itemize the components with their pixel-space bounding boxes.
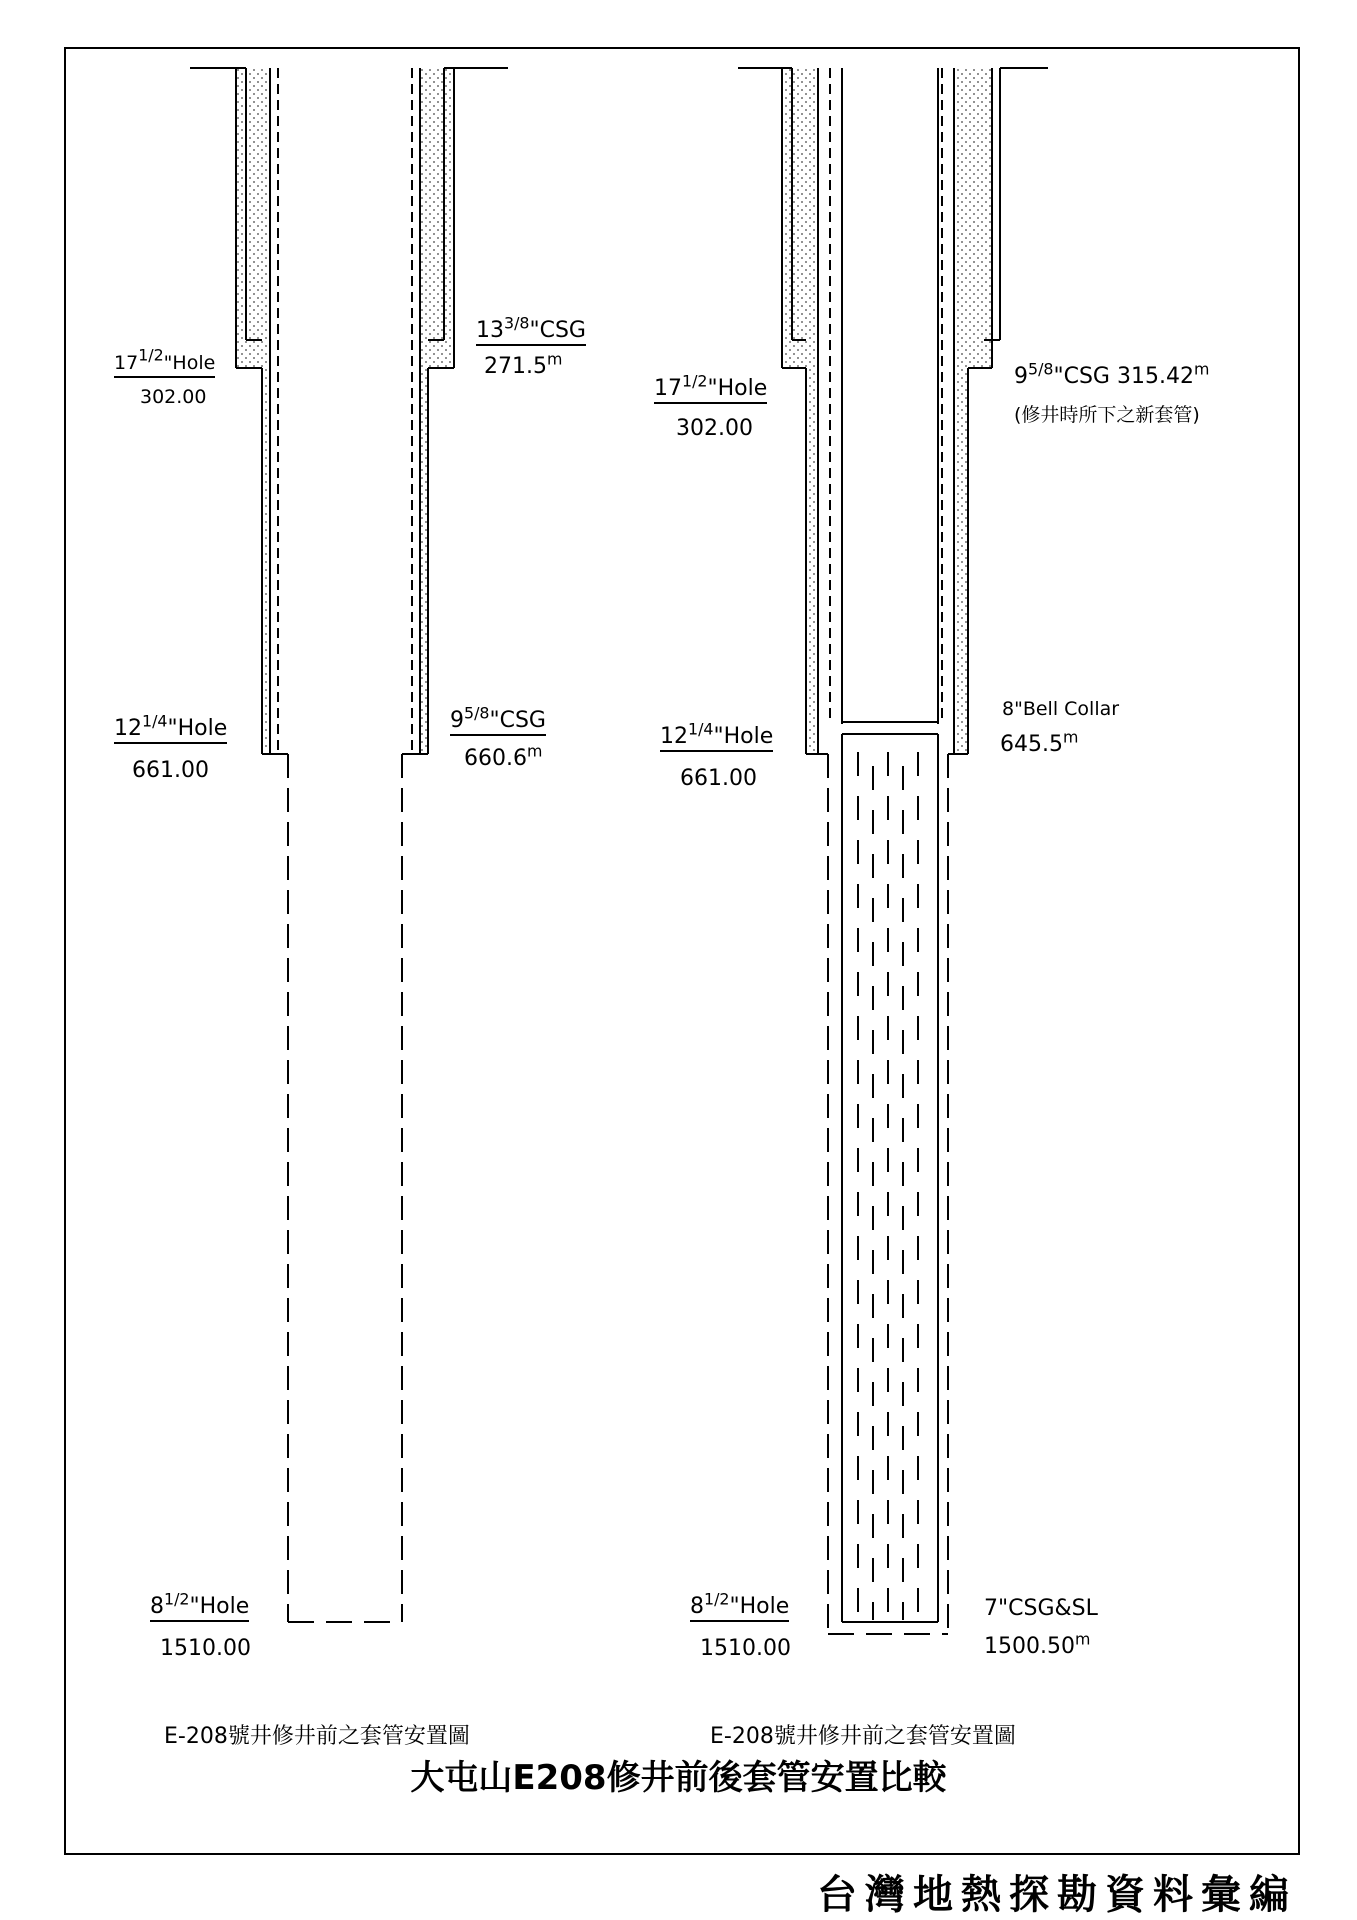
left-hole17-label: $17^{1/2}"Hole$: [114, 352, 215, 378]
right-csg9-label: $9^{5/8}"CSG$ 315.42$^m$: [1014, 359, 1210, 389]
right-hole17-label: $17^{1/2}"Hole$: [654, 378, 767, 404]
left-csg9-depth: 660.6$^m$: [464, 741, 543, 771]
right-caption: E-208號井修井前之套管安置圖: [710, 1724, 1016, 1749]
right-cement-left: [782, 68, 818, 754]
left-cement-left: [236, 68, 270, 754]
left-hole8-label: $8^{1/2}"Hole$: [150, 1596, 249, 1622]
right-bell-collar-depth: 645.5$^m$: [1000, 727, 1079, 757]
right-csg9-note: (修井時所下之新套管): [1014, 404, 1200, 426]
left-hole17-depth: 302.00: [140, 386, 207, 408]
right-slotted-liner-pattern: [858, 752, 918, 1620]
footer-title: 台灣地熱探勘資料彙編: [817, 1872, 1297, 1918]
left-csg13-depth: 271.5$^m$: [484, 349, 563, 379]
left-hole8-depth: 1510.00: [160, 1636, 251, 1661]
page-title: 大屯山E208修井前後套管安置比較: [410, 1758, 947, 1798]
right-hole12-depth: 661.00: [680, 766, 757, 791]
left-well-schematic: [190, 68, 508, 1622]
right-csg7-label: 7"CSG&SL: [984, 1596, 1098, 1621]
left-hole12-depth: 661.00: [132, 758, 209, 783]
right-bell-collar-label: 8"Bell Collar: [1002, 698, 1120, 720]
left-caption: E-208號井修井前之套管安置圖: [164, 1724, 470, 1749]
right-cement-right: [954, 68, 992, 754]
right-hole8-label: $8^{1/2}"Hole$: [690, 1596, 789, 1622]
right-hole8-depth: 1510.00: [700, 1636, 791, 1661]
right-csg7-depth: 1500.50$^m$: [984, 1629, 1091, 1659]
left-cement-right: [420, 68, 454, 754]
left-csg13-label: $13^{3/8}"CSG$: [476, 320, 586, 346]
left-csg9-label: $9^{5/8}"CSG$: [450, 710, 546, 736]
right-hole17-depth: 302.00: [676, 416, 753, 441]
left-hole12-label: $12^{1/4}"Hole$: [114, 718, 227, 744]
right-well-schematic: [738, 68, 1048, 1634]
right-hole12-label: $12^{1/4}"Hole$: [660, 726, 773, 752]
